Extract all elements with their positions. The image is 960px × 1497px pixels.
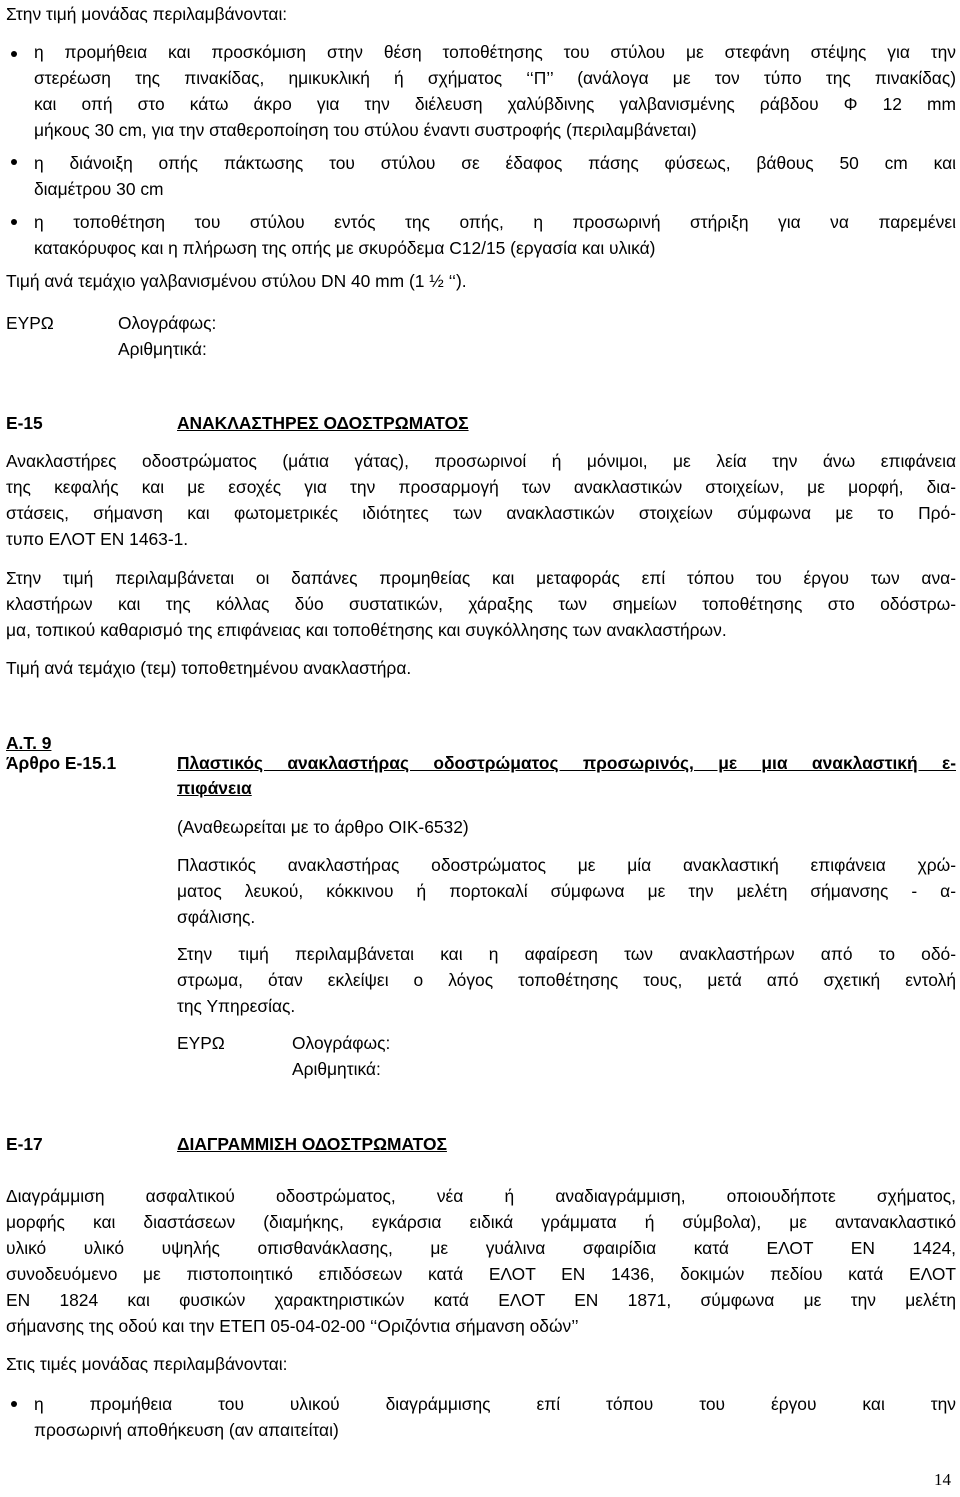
bullet-dot (11, 219, 17, 225)
article-para1-line-2: ματος λευκού, κόκκινου ή πορτοκαλί σύμφωνα με την μελέτη σήμανσης - α- (177, 881, 956, 901)
e17-para1-line-1: Διαγράμμιση ασφαλτικού οδοστρώματος, νέα ή αναδιαγράμμιση, οποιουδήποτε σχήματος, (6, 1186, 956, 1206)
article-revision: (Αναθεωρείται με το άρθρο ΟΙΚ-6532) (177, 817, 469, 837)
article-number: Άρθρο Ε-15.1 (6, 753, 117, 773)
article-price-in-numbers: Αριθμητικά: (292, 1059, 381, 1079)
bullet-dot (11, 51, 17, 57)
e15-para2-line-1: Στην τιμή περιλαμβάνεται οι δαπάνες προμηθείας και μεταφοράς επί τόπου του έργου των ανα- (6, 568, 956, 588)
article-para2-line-3: της Υπηρεσίας. (177, 996, 296, 1016)
at-number: Α.Τ. 9 (6, 733, 52, 753)
e15-para1-line-2: της κεφαλής και με εσοχές για την προσαρμογή των ανακλαστικών στοιχείων, με μορφή, δια- (6, 477, 956, 497)
e17-para1-line-2: μορφής και διαστάσεων (διαμήκης, εγκάρσια ειδικά γράμματα ή σύμβολα), με αντανακλαστικό (6, 1212, 956, 1232)
e15-para2-line-3: μα, τοπικού καθαρισμό της επιφάνειας και τοποθέτησης και συγκόλλησης των ανακλαστήρων. (6, 620, 727, 640)
e15-para2-line-2: κλαστήρων και της κόλλας δύο συστατικών, χάραξης των σημείων τοποθέτησης στο οδόστρω- (6, 594, 956, 614)
e15-unit-price: Τιμή ανά τεμάχιο (τεμ) τοποθετημένου ανακλαστήρα. (6, 658, 412, 678)
e17-intro: Στις τιμές μονάδας περιλαμβάνονται: (6, 1354, 288, 1374)
e17-para1-line-4: συνοδευόμενο με πιστοποιητικό επιδόσεων κατά ΕΛΟΤ ΕΝ 1436, δοκιμών πεδίου κατά ΕΛΟΤ (6, 1264, 956, 1284)
article-para2-line-2: στρωμα, όταν εκλείψει ο λόγος τοποθέτησης τους, μετά από σχετική εντολή (177, 970, 956, 990)
e17-bullet-line-1: η προμήθεια του υλικού διαγράμμισης επί τόπου του έργου και την (34, 1394, 956, 1414)
bullet1-line-2: στερέωση της πινακίδας, ημικυκλική ή σχήματος ‘‘Π’’ (ανάλογα με τον τύπο της πινακίδας) (34, 68, 956, 88)
article-title-line-2: πιφάνεια (177, 778, 252, 798)
e17-para1-line-3: υλικό υλικό υψηλής οπισθανάκλασης, με γυάλινα σφαιρίδια κατά ΕΛΟΤ ΕΝ 1424, (6, 1238, 956, 1258)
unit-price-pole: Τιμή ανά τεμάχιο γαλβανισμένου στύλου DN 40 mm (1 ½ ‘‘). (6, 271, 467, 291)
bullet3-line-1: η τοποθέτηση του στύλου εντός της οπής, η προσωρινή στήριξη για να παρεμένει (34, 212, 956, 232)
price-currency: ΕΥΡΩ (6, 313, 54, 333)
section-code-e15: Ε-15 (6, 413, 43, 433)
e17-bullet-line-2: προσωρινή αποθήκευση (αν απαιτείται) (34, 1420, 339, 1440)
bullet-dot (11, 159, 17, 165)
e17-para1-line-6: σήμανσης της οδού και την ΕΤΕΠ 05-04-02-00 ‘‘Οριζόντια σήμανση οδών’’ (6, 1316, 579, 1336)
bullet2-line-1: η διάνοιξη οπής πάκτωσης του στύλου σε έδαφος πάσης φύσεως, βάθους 50 cm και (34, 153, 956, 173)
article-price-currency: ΕΥΡΩ (177, 1033, 225, 1053)
e17-para1-line-5: ΕΝ 1824 και φυσικών χαρακτηριστικών κατά ΕΛΟΤ ΕΝ 1871, σύμφωνα με την μελέτη (6, 1290, 956, 1310)
section-title-e17: ΔΙΑΓΡΑΜΜΙΣΗ ΟΔΟΣΤΡΩΜΑΤΟΣ (177, 1134, 447, 1154)
bullet2-line-2: διαμέτρου 30 cm (34, 179, 164, 199)
bullet1-line-3: και οπή στο κάτω άκρο για την διέλευση χαλύβδινης γαλβανισμένης ράβδου Φ 12 mm (34, 94, 956, 114)
section-code-e17: Ε-17 (6, 1134, 43, 1154)
price-in-numbers: Αριθμητικά: (118, 339, 207, 359)
bullet3-line-2: κατακόρυφος και η πλήρωση της οπής με σκυρόδεμα C12/15 (εργασία και υλικά) (34, 238, 656, 258)
price-in-words: Ολογράφως: (118, 313, 217, 333)
article-para1-line-1: Πλαστικός ανακλαστήρας οδοστρώματος με μία ανακλαστική επιφάνεια χρώ- (177, 855, 956, 875)
article-para2-line-1: Στην τιμή περιλαμβάνεται και η αφαίρεση των ανακλαστήρων από το οδό- (177, 944, 956, 964)
e15-para1-line-3: στάσεις, σήμανση και φωτομετρικές ιδιότητες των ανακλαστικών στοιχείων σύμφωνα με το Πρό- (6, 503, 956, 523)
e15-para1-line-1: Ανακλαστήρες οδοστρώματος (μάτια γάτας), προσωρινοί ή μόνιμοι, με λεία την άνω επιφάνεια (6, 451, 956, 471)
section-title-e15: ΑΝΑΚΛΑΣΤΗΡΕΣ ΟΔΟΣΤΡΩΜΑΤΟΣ (177, 413, 469, 433)
article-title-line-1: Πλαστικός ανακλαστήρας οδοστρώματος προσωρινός, με μια ανακλαστική ε- (177, 753, 956, 773)
bullet1-line-1: η προμήθεια και προσκόμιση στην θέση τοποθέτησης του στύλου με στεφάνη στέψης για την (34, 42, 956, 62)
bullet-dot (11, 1401, 17, 1407)
article-price-in-words: Ολογράφως: (292, 1033, 391, 1053)
e15-para1-line-4: τυπο ΕΛΟΤ ΕΝ 1463-1. (6, 529, 189, 549)
page-number: 14 (934, 1470, 951, 1489)
article-para1-line-3: σφάλισης. (177, 907, 256, 927)
intro-text: Στην τιμή μονάδας περιλαμβάνονται: (6, 4, 288, 24)
bullet1-line-4: μήκους 30 cm, για την σταθεροποίηση του στύλου έναντι συστροφής (περιλαμβάνεται) (34, 120, 697, 140)
